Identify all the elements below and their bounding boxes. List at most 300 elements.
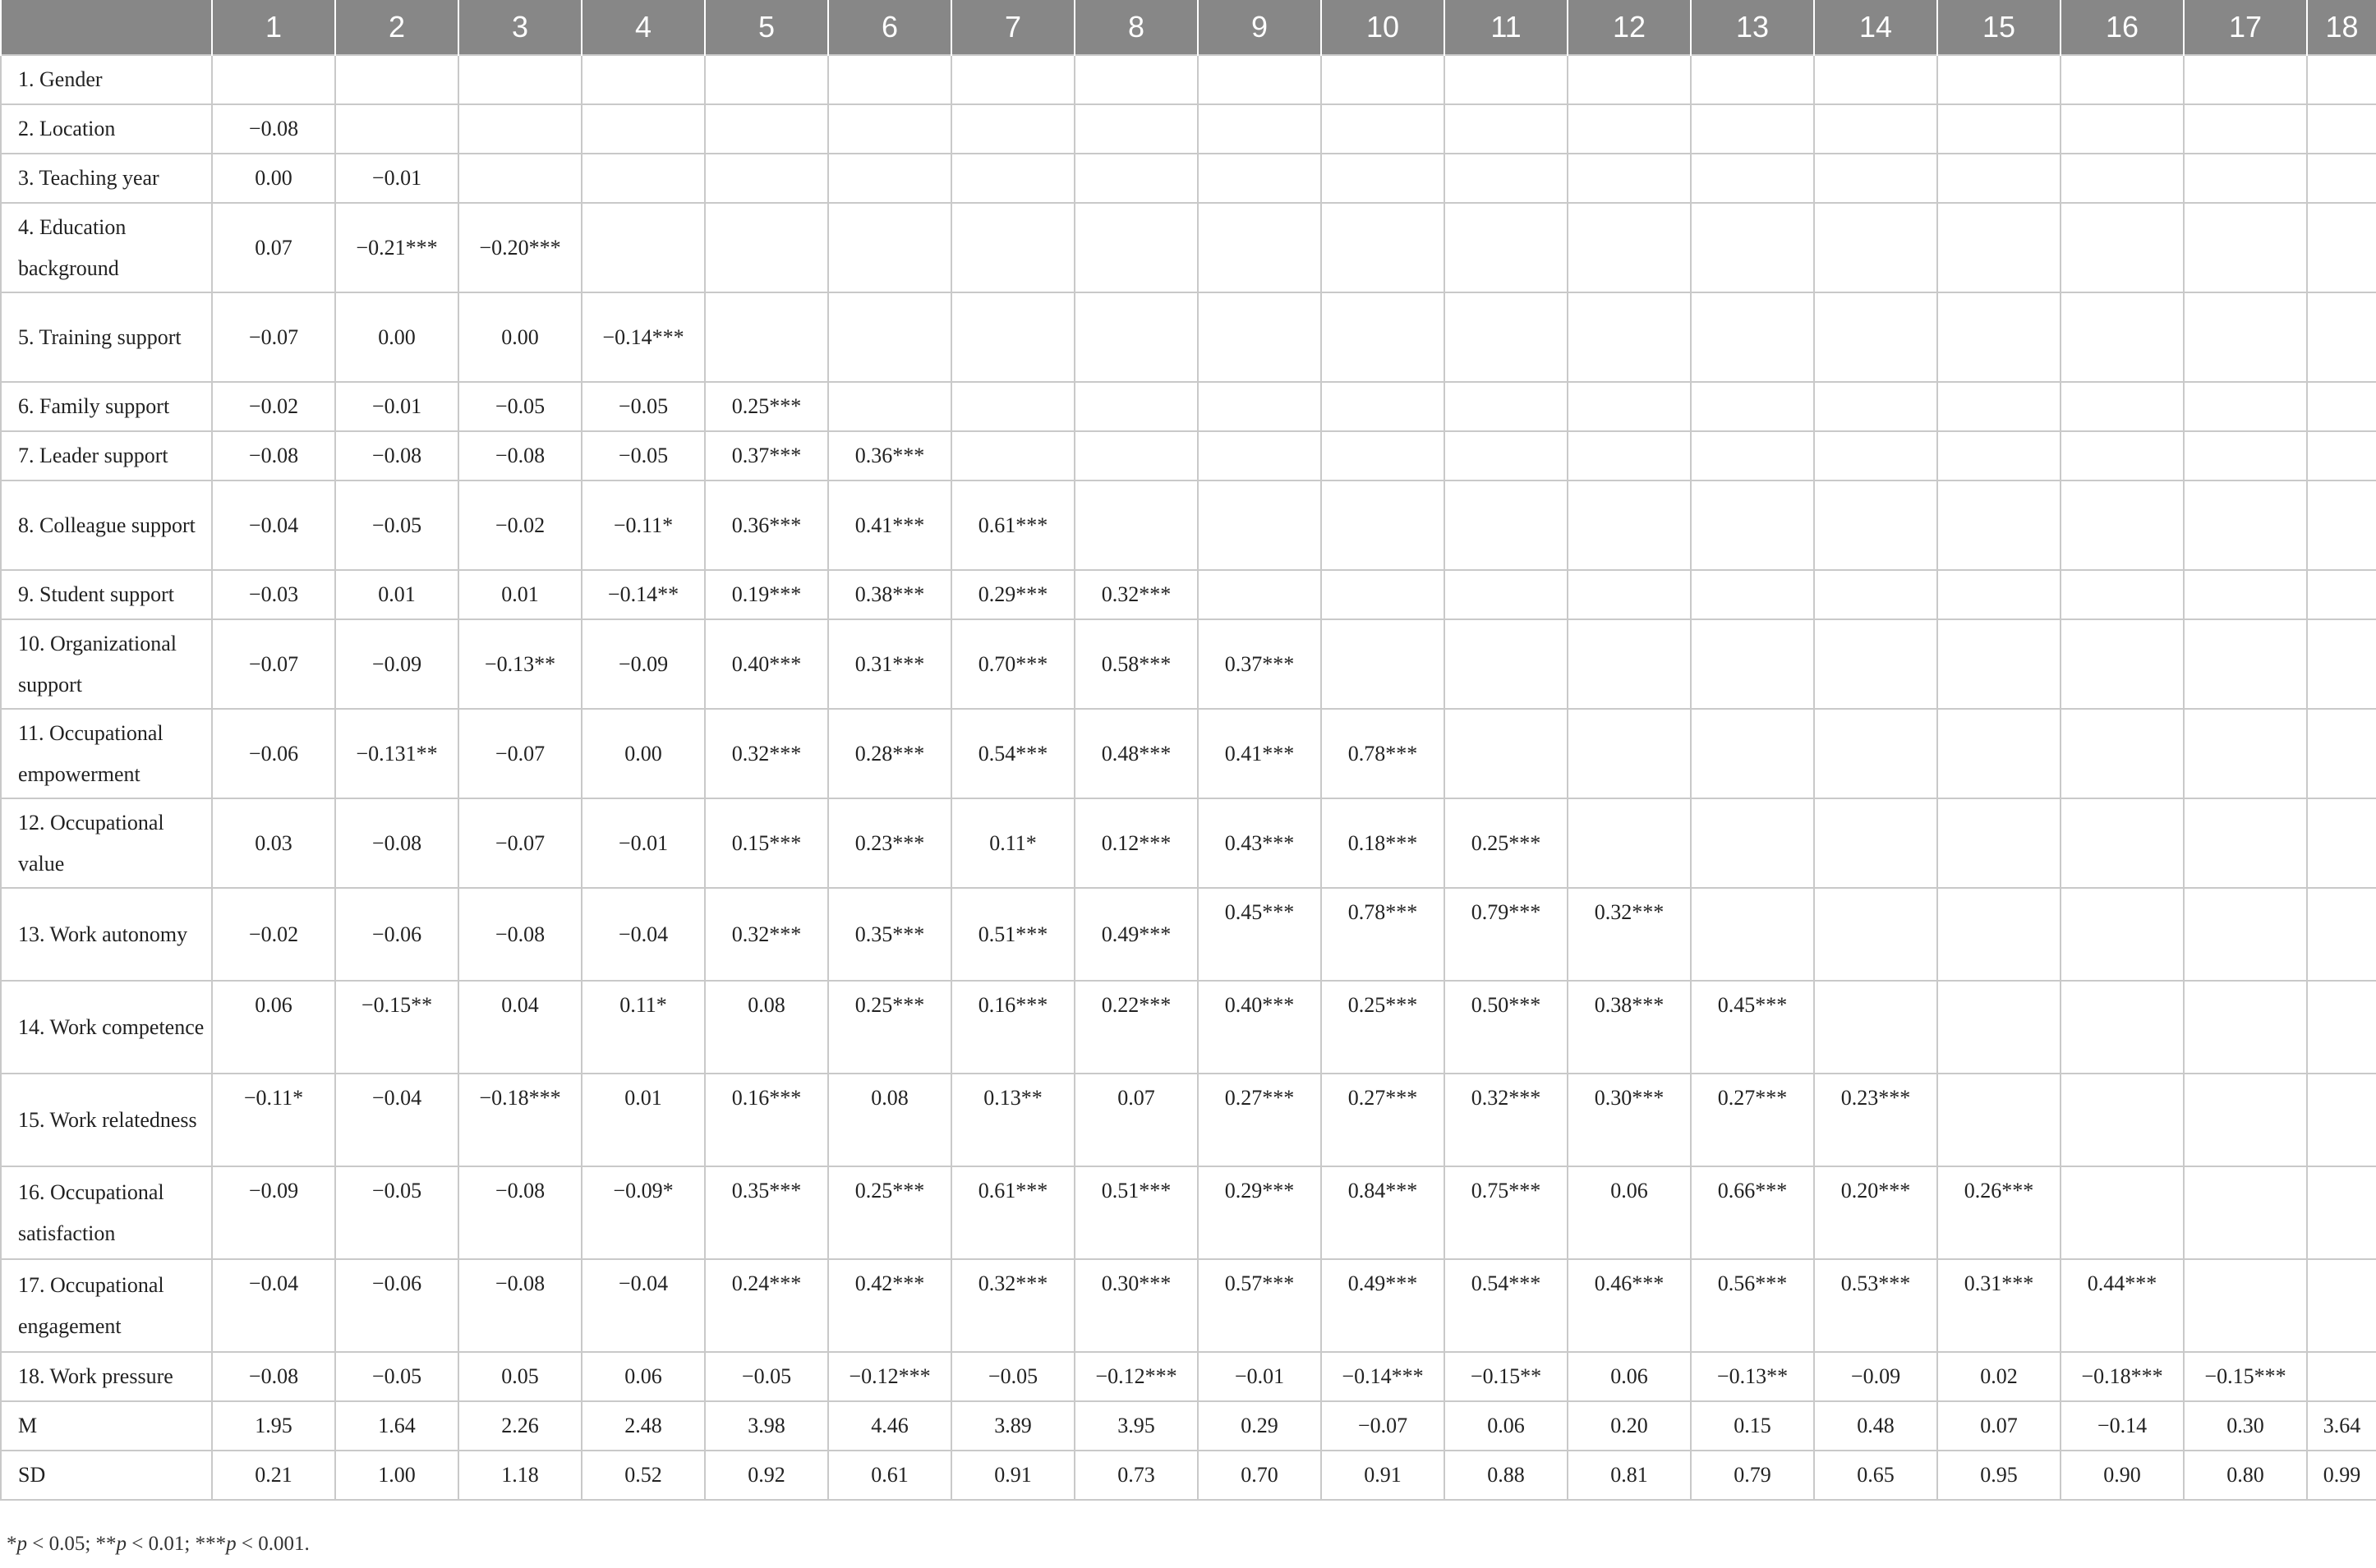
- table-cell: −0.11*: [582, 481, 705, 570]
- table-cell: [2307, 619, 2376, 709]
- table-cell: 0.36***: [828, 431, 951, 481]
- column-header: 8: [1075, 0, 1198, 55]
- table-cell: [1321, 104, 1444, 154]
- table-footnote: *p < 0.05; **p < 0.01; ***p < 0.001.: [7, 1533, 310, 1555]
- table-cell: 0.49***: [1075, 888, 1198, 981]
- table-cell: [1198, 382, 1321, 431]
- table-cell: 0.42***: [828, 1259, 951, 1352]
- table-cell: −0.14**: [582, 570, 705, 619]
- table-cell: −0.02: [212, 382, 335, 431]
- table-cell: [1075, 55, 1198, 104]
- column-header: 10: [1321, 0, 1444, 55]
- table-row: [1, 481, 2376, 570]
- table-cell: −0.01: [335, 154, 458, 203]
- table-cell: 0.20: [1568, 1401, 1691, 1451]
- table-cell: [2307, 1074, 2376, 1166]
- table-cell: 0.91: [951, 1451, 1075, 1500]
- table-cell: 0.31***: [828, 619, 951, 709]
- table-cell: 0.81: [1568, 1451, 1691, 1500]
- table-cell: [335, 104, 458, 154]
- table-cell: [2184, 382, 2307, 431]
- table-cell: −0.05: [458, 382, 582, 431]
- table-cell: 0.79: [1691, 1451, 1814, 1500]
- table-cell: [2307, 1259, 2376, 1352]
- table-cell: 0.38***: [1568, 981, 1691, 1074]
- table-cell: −0.05: [951, 1352, 1075, 1401]
- table-cell: −0.13**: [1691, 1352, 1814, 1401]
- table-cell: −0.21***: [335, 203, 458, 292]
- row-label: 12. Occupational value: [1, 798, 212, 888]
- table-cell: [951, 55, 1075, 104]
- table-cell: 0.45***: [1198, 888, 1321, 981]
- table-cell: [2061, 798, 2184, 888]
- row-label: 5. Training support: [1, 292, 212, 382]
- table-cell: [1321, 55, 1444, 104]
- table-cell: [828, 154, 951, 203]
- table-cell: 0.78***: [1321, 888, 1444, 981]
- table-cell: [1198, 104, 1321, 154]
- column-header: 12: [1568, 0, 1691, 55]
- table-cell: 0.75***: [1444, 1166, 1568, 1259]
- row-label: 1. Gender: [1, 55, 212, 104]
- table-cell: −0.07: [458, 709, 582, 798]
- table-cell: 0.25***: [828, 1166, 951, 1259]
- table-cell: 0.65: [1814, 1451, 1937, 1500]
- table-cell: [2184, 292, 2307, 382]
- table-cell: −0.09: [1814, 1352, 1937, 1401]
- table-cell: −0.02: [458, 481, 582, 570]
- table-cell: [828, 382, 951, 431]
- table-cell: [1568, 382, 1691, 431]
- table-cell: [1198, 154, 1321, 203]
- table-cell: −0.01: [1198, 1352, 1321, 1401]
- table-cell: [2307, 798, 2376, 888]
- table-cell: 0.00: [582, 709, 705, 798]
- table-cell: 0.28***: [828, 709, 951, 798]
- table-row: [1, 154, 2376, 203]
- table-cell: −0.08: [212, 104, 335, 154]
- table-cell: [2307, 104, 2376, 154]
- table-cell: [335, 55, 458, 104]
- table-cell: −0.18***: [2061, 1352, 2184, 1401]
- table-cell: [2307, 481, 2376, 570]
- table-cell: 3.89: [951, 1401, 1075, 1451]
- column-header: 2: [335, 0, 458, 55]
- table-cell: −0.06: [212, 709, 335, 798]
- table-cell: 0.20***: [1814, 1166, 1937, 1259]
- table-cell: [582, 55, 705, 104]
- table-cell: −0.07: [1321, 1401, 1444, 1451]
- table-cell: 0.79***: [1444, 888, 1568, 981]
- table-cell: [2307, 203, 2376, 292]
- row-label: 14. Work competence: [1, 981, 212, 1074]
- table-cell: [1568, 570, 1691, 619]
- table-cell: [1568, 203, 1691, 292]
- table-cell: 0.32***: [705, 888, 828, 981]
- table-cell: 1.00: [335, 1451, 458, 1500]
- header-row: [1, 0, 2376, 55]
- table-cell: 0.07: [1937, 1401, 2061, 1451]
- table-cell: [2307, 709, 2376, 798]
- table-cell: −0.131**: [335, 709, 458, 798]
- table-cell: [2184, 1166, 2307, 1259]
- row-label: 3. Teaching year: [1, 154, 212, 203]
- table-cell: 0.32***: [1075, 570, 1198, 619]
- table-cell: [1814, 570, 1937, 619]
- column-header: 6: [828, 0, 951, 55]
- table-cell: [2061, 1166, 2184, 1259]
- table-cell: [1937, 1074, 2061, 1166]
- table-cell: [1937, 888, 2061, 981]
- table-cell: 0.32***: [705, 709, 828, 798]
- table-row: [1, 619, 2376, 709]
- table-row: [1, 382, 2376, 431]
- table-cell: 0.41***: [1198, 709, 1321, 798]
- table-cell: 0.30***: [1568, 1074, 1691, 1166]
- table-cell: 0.13**: [951, 1074, 1075, 1166]
- table-cell: −0.06: [335, 1259, 458, 1352]
- table-cell: [458, 55, 582, 104]
- table-cell: [705, 154, 828, 203]
- table-cell: [1937, 619, 2061, 709]
- table-cell: [1444, 431, 1568, 481]
- table-cell: −0.06: [335, 888, 458, 981]
- table-cell: [2307, 570, 2376, 619]
- table-cell: [2307, 888, 2376, 981]
- table-cell: [951, 382, 1075, 431]
- table-cell: 0.15***: [705, 798, 828, 888]
- table-cell: 0.32***: [1444, 1074, 1568, 1166]
- table-cell: 0.24***: [705, 1259, 828, 1352]
- table-row: [1, 1074, 2376, 1166]
- table-cell: [951, 203, 1075, 292]
- table-cell: 0.92: [705, 1451, 828, 1500]
- table-cell: 2.26: [458, 1401, 582, 1451]
- table-cell: [2184, 888, 2307, 981]
- table-cell: 0.27***: [1691, 1074, 1814, 1166]
- table-cell: −0.18***: [458, 1074, 582, 1166]
- table-cell: −0.14***: [1321, 1352, 1444, 1401]
- table-cell: 0.61***: [951, 1166, 1075, 1259]
- table-cell: 0.22***: [1075, 981, 1198, 1074]
- table-cell: [582, 203, 705, 292]
- table-cell: 0.06: [1568, 1352, 1691, 1401]
- table-cell: [1444, 382, 1568, 431]
- table-cell: [2061, 55, 2184, 104]
- table-cell: −0.05: [582, 431, 705, 481]
- table-cell: [1691, 619, 1814, 709]
- table-cell: [2184, 798, 2307, 888]
- table-cell: [2184, 203, 2307, 292]
- table-cell: [951, 292, 1075, 382]
- table-cell: −0.08: [458, 1166, 582, 1259]
- table-cell: [2061, 709, 2184, 798]
- table-cell: [1814, 709, 1937, 798]
- table-cell: 0.06: [1568, 1166, 1691, 1259]
- table-cell: 0.40***: [705, 619, 828, 709]
- table-cell: 0.48: [1814, 1401, 1937, 1451]
- table-cell: [828, 203, 951, 292]
- table-cell: 0.05: [458, 1352, 582, 1401]
- table-cell: [2184, 154, 2307, 203]
- table-cell: 0.06: [212, 981, 335, 1074]
- table-cell: 0.80: [2184, 1451, 2307, 1500]
- row-label: 4. Education background: [1, 203, 212, 292]
- table-cell: 0.19***: [705, 570, 828, 619]
- table-cell: [1691, 203, 1814, 292]
- row-label: SD: [1, 1451, 212, 1500]
- table-cell: 3.95: [1075, 1401, 1198, 1451]
- table-cell: [2061, 619, 2184, 709]
- table-cell: 0.78***: [1321, 709, 1444, 798]
- table-cell: 0.01: [458, 570, 582, 619]
- row-label: 6. Family support: [1, 382, 212, 431]
- table-cell: [1568, 798, 1691, 888]
- table-cell: 0.07: [212, 203, 335, 292]
- table-cell: 0.32***: [951, 1259, 1075, 1352]
- table-cell: 0.25***: [1321, 981, 1444, 1074]
- table-cell: −0.12***: [828, 1352, 951, 1401]
- table-row: [1, 709, 2376, 798]
- table-cell: 0.12***: [1075, 798, 1198, 888]
- table-cell: 0.01: [335, 570, 458, 619]
- table-cell: [1444, 481, 1568, 570]
- table-cell: 0.23***: [1814, 1074, 1937, 1166]
- table-cell: [2061, 154, 2184, 203]
- table-row: [1, 203, 2376, 292]
- table-cell: [1321, 481, 1444, 570]
- table-cell: 0.40***: [1198, 981, 1321, 1074]
- table-cell: [1691, 481, 1814, 570]
- table-cell: −0.08: [212, 1352, 335, 1401]
- table-cell: [2184, 104, 2307, 154]
- table-cell: [2061, 1074, 2184, 1166]
- table-cell: 0.95: [1937, 1451, 2061, 1500]
- table-cell: [2184, 1259, 2307, 1352]
- table-cell: 0.06: [1444, 1401, 1568, 1451]
- table-cell: [2061, 292, 2184, 382]
- table-cell: [1691, 382, 1814, 431]
- table-cell: 2.48: [582, 1401, 705, 1451]
- table-row: [1, 1451, 2376, 1500]
- table-cell: 0.43***: [1198, 798, 1321, 888]
- table-cell: 1.95: [212, 1401, 335, 1451]
- table-cell: 0.70***: [951, 619, 1075, 709]
- table-cell: [1691, 431, 1814, 481]
- table-cell: 0.53***: [1814, 1259, 1937, 1352]
- table-cell: −0.08: [458, 1259, 582, 1352]
- table-cell: 0.44***: [2061, 1259, 2184, 1352]
- table-cell: 0.61***: [951, 481, 1075, 570]
- table-cell: −0.14: [2061, 1401, 2184, 1451]
- table-cell: −0.15**: [1444, 1352, 1568, 1401]
- table-cell: −0.05: [335, 481, 458, 570]
- table-cell: 0.61: [828, 1451, 951, 1500]
- table-cell: 0.56***: [1691, 1259, 1814, 1352]
- table-cell: 0.18***: [1321, 798, 1444, 888]
- table-cell: [1691, 104, 1814, 154]
- table-row: [1, 55, 2376, 104]
- table-cell: 0.54***: [951, 709, 1075, 798]
- column-header: 15: [1937, 0, 2061, 55]
- table-cell: [951, 431, 1075, 481]
- table-cell: −0.03: [212, 570, 335, 619]
- table-cell: [828, 55, 951, 104]
- row-label: 10. Organizational support: [1, 619, 212, 709]
- table-cell: [2307, 1166, 2376, 1259]
- table-cell: [2184, 1074, 2307, 1166]
- table-cell: [1691, 55, 1814, 104]
- table-cell: −0.02: [212, 888, 335, 981]
- table-cell: [951, 154, 1075, 203]
- table-cell: −0.15**: [335, 981, 458, 1074]
- table-cell: 0.00: [212, 154, 335, 203]
- table-cell: [1444, 709, 1568, 798]
- table-cell: 0.06: [582, 1352, 705, 1401]
- table-cell: [705, 104, 828, 154]
- table-cell: 0.51***: [951, 888, 1075, 981]
- table-cell: 1.18: [458, 1451, 582, 1500]
- table-cell: [1814, 431, 1937, 481]
- table-cell: 0.29***: [1198, 1166, 1321, 1259]
- row-label: 18. Work pressure: [1, 1352, 212, 1401]
- table-cell: −0.05: [335, 1166, 458, 1259]
- table-cell: [1075, 203, 1198, 292]
- table-cell: 0.02: [1937, 1352, 2061, 1401]
- table-cell: −0.04: [335, 1074, 458, 1166]
- table-cell: 0.70: [1198, 1451, 1321, 1500]
- row-label: 9. Student support: [1, 570, 212, 619]
- table-cell: 0.25***: [828, 981, 951, 1074]
- table-cell: 0.88: [1444, 1451, 1568, 1500]
- table-row: [1, 888, 2376, 981]
- table-cell: 0.45***: [1691, 981, 1814, 1074]
- table-cell: [1568, 619, 1691, 709]
- table-cell: 0.03: [212, 798, 335, 888]
- table-cell: −0.09*: [582, 1166, 705, 1259]
- table-cell: 0.27***: [1198, 1074, 1321, 1166]
- table-cell: [1321, 431, 1444, 481]
- table-cell: [828, 104, 951, 154]
- table-cell: [1814, 382, 1937, 431]
- table-cell: −0.08: [335, 431, 458, 481]
- row-label: 11. Occupational empowerment: [1, 709, 212, 798]
- table-cell: [951, 104, 1075, 154]
- column-header: 7: [951, 0, 1075, 55]
- table-cell: −0.07: [212, 292, 335, 382]
- table-cell: [1937, 55, 2061, 104]
- table-cell: 0.58***: [1075, 619, 1198, 709]
- table-cell: 0.49***: [1321, 1259, 1444, 1352]
- column-header: 16: [2061, 0, 2184, 55]
- table-cell: 0.54***: [1444, 1259, 1568, 1352]
- table-cell: 0.38***: [828, 570, 951, 619]
- table-cell: −0.05: [582, 382, 705, 431]
- table-cell: [1937, 104, 2061, 154]
- table-cell: [1444, 619, 1568, 709]
- table-cell: [1321, 203, 1444, 292]
- table-cell: [2061, 203, 2184, 292]
- table-cell: −0.09: [582, 619, 705, 709]
- table-cell: −0.08: [458, 431, 582, 481]
- table-cell: 0.90: [2061, 1451, 2184, 1500]
- table-row: [1, 1401, 2376, 1451]
- table-cell: [1937, 292, 2061, 382]
- table-cell: [2061, 382, 2184, 431]
- table-cell: 0.21: [212, 1451, 335, 1500]
- table-cell: [1075, 431, 1198, 481]
- table-cell: [2184, 570, 2307, 619]
- table-row: [1, 104, 2376, 154]
- table-cell: 0.48***: [1075, 709, 1198, 798]
- row-label: 13. Work autonomy: [1, 888, 212, 981]
- table-cell: 0.26***: [1937, 1166, 2061, 1259]
- table-cell: 4.46: [828, 1401, 951, 1451]
- table-cell: 0.99: [2307, 1451, 2376, 1500]
- row-label: 16. Occupational satisfaction: [1, 1166, 212, 1259]
- table-cell: 3.64: [2307, 1401, 2376, 1451]
- column-header: 5: [705, 0, 828, 55]
- table-cell: [705, 203, 828, 292]
- table-cell: [1444, 154, 1568, 203]
- table-header: [1, 0, 2376, 55]
- table-cell: [1444, 55, 1568, 104]
- table-cell: [1321, 292, 1444, 382]
- table-cell: 0.35***: [828, 888, 951, 981]
- table-row: [1, 1352, 2376, 1401]
- table-cell: 0.27***: [1321, 1074, 1444, 1166]
- table-cell: [1198, 431, 1321, 481]
- table-cell: −0.14***: [582, 292, 705, 382]
- table-cell: 3.98: [705, 1401, 828, 1451]
- table-cell: [582, 104, 705, 154]
- table-cell: [1814, 203, 1937, 292]
- table-cell: [1321, 154, 1444, 203]
- table-cell: −0.05: [335, 1352, 458, 1401]
- table-cell: −0.07: [458, 798, 582, 888]
- table-cell: [212, 55, 335, 104]
- column-header: 18: [2307, 0, 2376, 55]
- table-cell: [2307, 154, 2376, 203]
- table-cell: [2061, 570, 2184, 619]
- table-cell: [1444, 203, 1568, 292]
- table-cell: 0.16***: [951, 981, 1075, 1074]
- table-cell: [1937, 570, 2061, 619]
- table-cell: 0.30: [2184, 1401, 2307, 1451]
- table-cell: 0.04: [458, 981, 582, 1074]
- row-label: M: [1, 1401, 212, 1451]
- table-cell: 0.15: [1691, 1401, 1814, 1451]
- table-cell: 0.00: [458, 292, 582, 382]
- table-cell: 0.35***: [705, 1166, 828, 1259]
- table-cell: [2184, 981, 2307, 1074]
- table-cell: [1814, 619, 1937, 709]
- table-cell: [458, 104, 582, 154]
- table-cell: [1814, 981, 1937, 1074]
- column-header: 17: [2184, 0, 2307, 55]
- table-cell: [1568, 55, 1691, 104]
- table-cell: [2307, 55, 2376, 104]
- table-cell: −0.01: [335, 382, 458, 431]
- table-cell: [1198, 481, 1321, 570]
- table-cell: −0.08: [335, 798, 458, 888]
- table-cell: [1937, 481, 2061, 570]
- table-cell: [1075, 154, 1198, 203]
- table-cell: [1691, 709, 1814, 798]
- table-cell: −0.09: [335, 619, 458, 709]
- table-cell: −0.04: [582, 1259, 705, 1352]
- table-cell: 0.01: [582, 1074, 705, 1166]
